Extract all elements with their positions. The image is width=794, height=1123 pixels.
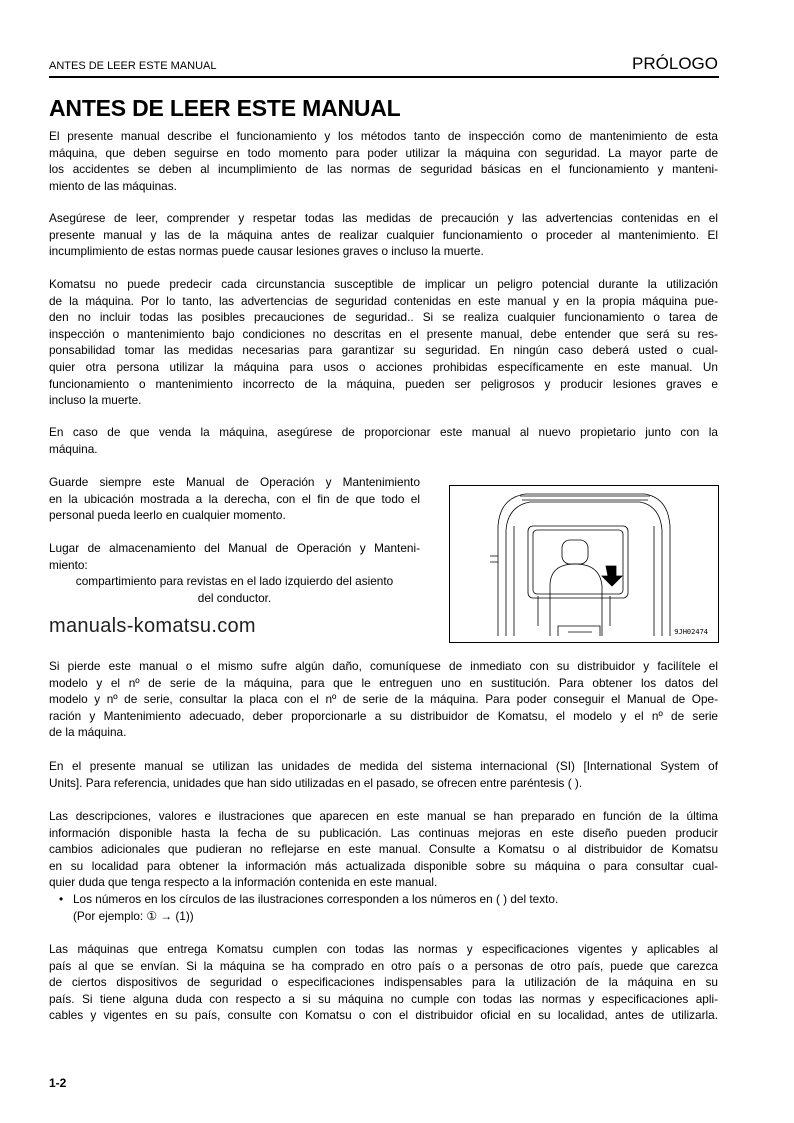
paragraph-1 (49, 128, 718, 194)
text-line: Las máquinas que entrega Komatsu cumplen con todas las normas y especificaciones vigentes y aplicables al (49, 942, 718, 956)
figure-code: 9JH02474 (674, 628, 708, 636)
text-line: (Por ejemplo: ① → (1)) (73, 908, 194, 923)
text-line: quier duda que tenga respecto a la información contenida en este manual. (49, 875, 438, 890)
text-line: quier otra persona utilizar la máquina para usos o acciones prohibidas específicamente en este manual. Un (49, 359, 718, 374)
bullet-item (49, 891, 718, 924)
text-line: Asegúrese de leer, comprender y respetar todas las medidas de precaución y las advertencias contenidas en el (49, 211, 718, 225)
text-line: de ciertos dispositivos de seguridad o especificaciones indispensables para la utilización de la máquina en su (49, 975, 718, 990)
text-line: El presente manual describe el funcionamiento y los métodos tanto de inspección como de mantenimiento de esta (49, 129, 718, 143)
text-line: del conductor. (197, 590, 272, 605)
text-line: máquina. (49, 441, 98, 456)
paragraph-4 (49, 424, 718, 457)
text-line: modelo y el nº de serie de la máquina, para que le entreguen uno en sustitución. Para obtener los datos del (49, 675, 718, 690)
text-line: modelo y nº de serie, consultar la placa con el nº de serie de la máquina. Para poder conseguir el Manual de Ope- (49, 692, 718, 707)
text-line: den no incluir todas las posibles precauciones de seguridad.. Si se realiza cualquier funcionamiento o tarea de (49, 310, 718, 325)
text-line: funcionamiento o mantenimiento incorrecto de la máquina, pueden ser peligrosos y producir lesiones graves e (49, 376, 718, 391)
text-line: país. Si tiene alguna duda con respecto a si su máquina no cumple con todas las normas y especificaciones apli- (49, 991, 718, 1006)
paragraph-8 (49, 758, 718, 791)
text-line: información disponible hasta la fecha de su publicación. Las continuas mejoras en este diseño pueden producir (49, 825, 718, 840)
text-line: incluso la muerte. (49, 393, 142, 408)
paragraph-6 (49, 540, 420, 606)
text-line: Las descripciones, valores e ilustraciones que aparecen en este manual se han preparado en función de la última (49, 809, 718, 823)
paragraph-2 (49, 210, 718, 260)
text-line: máquina, que deben seguirse en todo momento para poder utilizar la máquina con seguridad. La mayor parte de (49, 145, 718, 160)
text-line: compartimiento para revistas en el lado izquierdo del asiento (75, 574, 394, 589)
running-header-section: ANTES DE LEER ESTE MANUAL (49, 60, 217, 72)
text-line: Lugar de almacenamiento del Manual de Operación y Manteni- (49, 541, 420, 555)
text-line: presente manual y las de la máquina antes de realizar cualquier funcionamiento o proceder al mantenimiento. El (49, 227, 718, 242)
text-line: miento: (49, 557, 88, 572)
text-line: de la máquina. (49, 725, 127, 740)
paragraph-10 (49, 941, 718, 1024)
text-line: cables y vigentes en su país, consulte con Komatsu o con el distribuidor oficial en su localidad, antes de utilizarla. (49, 1008, 718, 1023)
text-line: en su localidad para obtener la información más actualizada disponible sobre su máquina o para consultar cual- (49, 858, 718, 873)
text-line: Units]. Para referencia, unidades que han sido utilizadas en el pasado, se ofrecen entre paréntesis ( ). (49, 775, 583, 790)
text-line: en la ubicación mostrada a la derecha, con el fin de que todo el (49, 491, 420, 506)
page-number: 1-2 (49, 1076, 67, 1090)
paragraph-5 (49, 474, 420, 524)
text-line: incumplimiento de estas normas puede causar lesiones graves o incluso la muerte. (49, 244, 484, 259)
text-line: En caso de que venda la máquina, asegúrese de proporcionar este manual al nuevo propietario junto con la (49, 425, 718, 439)
text-line: miento de las máquinas. (49, 178, 177, 193)
bullet-marker: • (59, 891, 64, 906)
text-line: los accidentes se deben al incumplimiento de las normas de seguridad básicas en el funcionamiento y manteni- (49, 162, 718, 177)
bullet-lines (73, 891, 718, 924)
text-line: inspección o mantenimiento bajo condiciones no descritas en el presente manual, debe entender que será su res- (49, 326, 718, 341)
paragraph-7 (49, 658, 718, 741)
text-line: ración y Mantenimiento adecuado, deber proporcionarle a su distribuidor de Komatsu, el modelo y el nº de serie (49, 708, 718, 723)
text-line: de la máquina. Por lo tanto, las advertencias de seguridad contenidas en este manual y en la propia máquina pue- (49, 293, 718, 308)
header-rule (49, 76, 719, 78)
text-line: Guarde siempre este Manual de Operación y Mantenimiento (49, 475, 420, 489)
text-line: país al que se envían. Si la máquina se ha comprado en otro país o a personas de otro país, puede que carezca (49, 958, 718, 973)
text-line: En el presente manual se utilizan las unidades de medida del sistema internacional (SI) [International System of (49, 759, 718, 773)
text-line: personal pueda leerlo en cualquier momento. (49, 508, 286, 523)
text-line: ponsabilidad tomar las medidas necesarias para garantizar su seguridad. En ningún caso deberá usted o cual- (49, 343, 718, 358)
text-line: Komatsu no puede predecir cada circunstancia susceptible de implicar un peligro potencial durante la utilización (49, 277, 718, 291)
text-line: cambios adicionales que pudieran no reflejarse en este manual. Consulte a Komatsu o al distribuidor de Komatsu (49, 842, 718, 857)
cab-storage-figure (449, 485, 719, 643)
paragraph-9 (49, 808, 718, 924)
paragraph-3 (49, 276, 718, 409)
text-line: Los números en los círculos de las ilustraciones corresponden a los números en ( ) del texto. (73, 891, 559, 906)
text-line: Si pierde este manual o el mismo sufre algún daño, comuníquese de inmediato con su distribuidor y facilítele el (49, 659, 718, 673)
page-title: ANTES DE LEER ESTE MANUAL (49, 95, 401, 121)
operator-cab-illustration (450, 486, 718, 642)
running-header-chapter: PRÓLOGO (632, 54, 718, 73)
watermark: manuals-komatsu.com (49, 615, 256, 637)
